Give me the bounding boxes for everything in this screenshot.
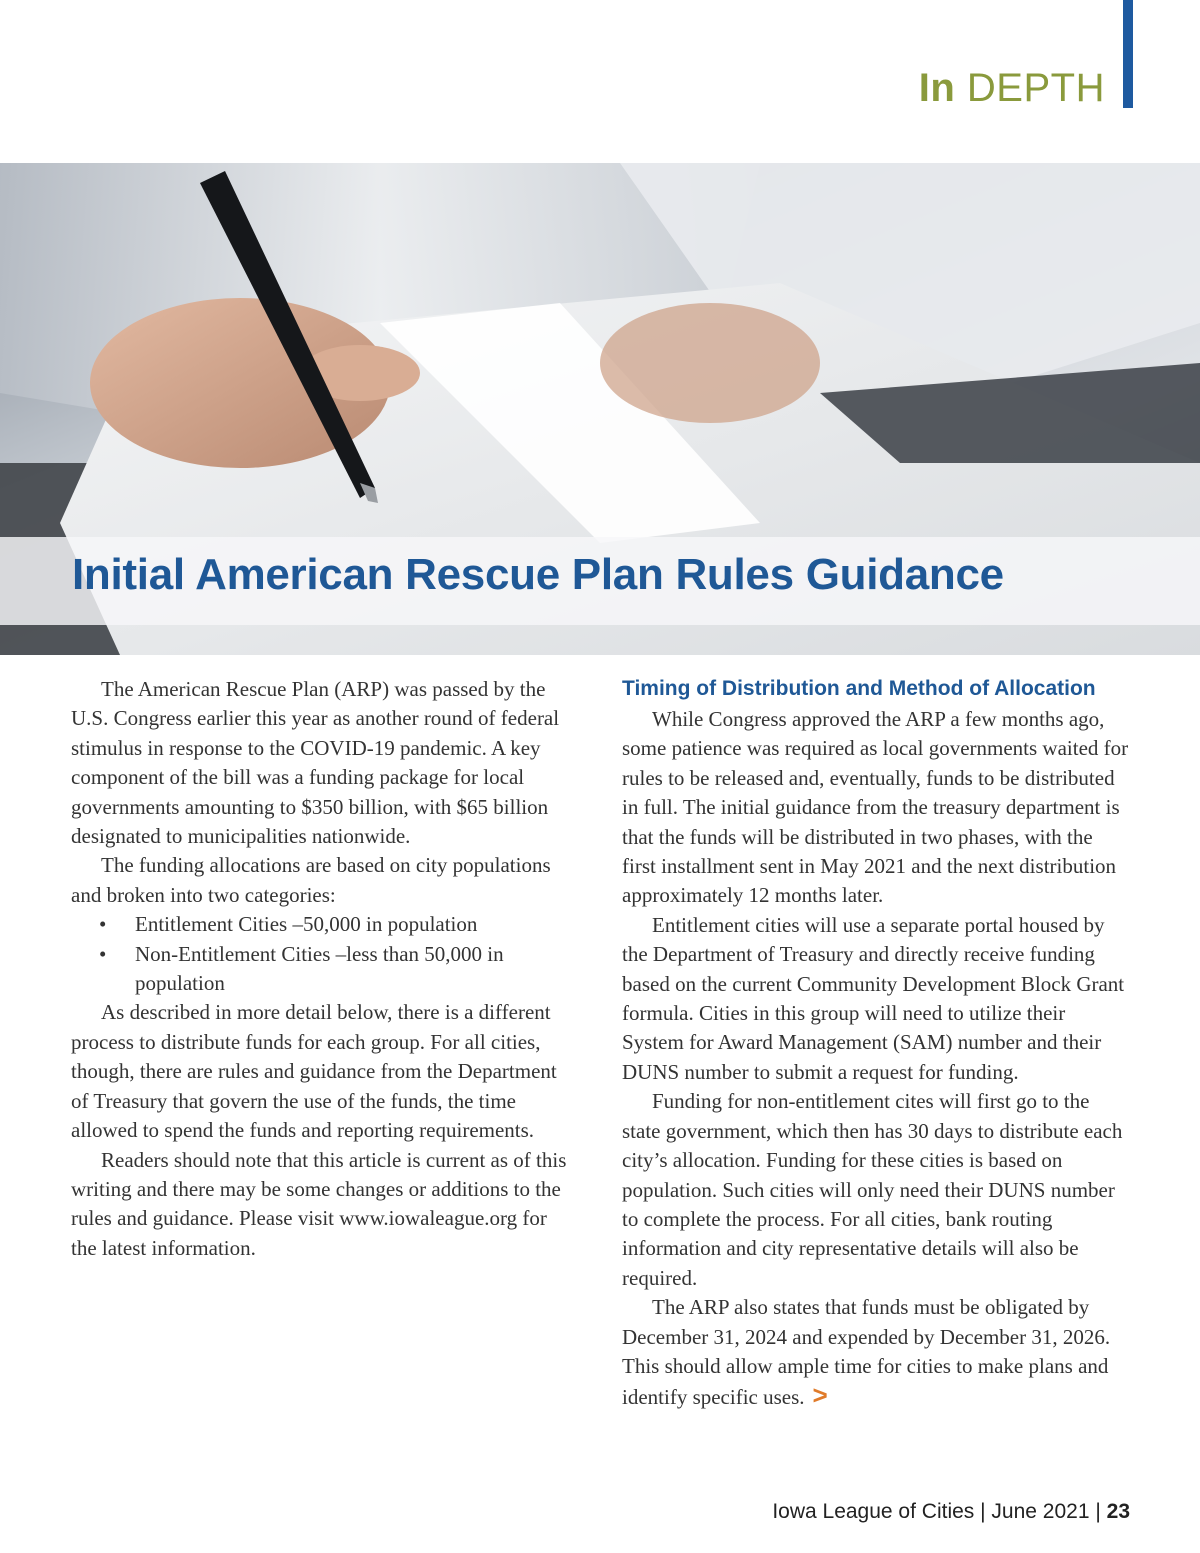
section-label-bold: In	[918, 66, 956, 110]
page-number: 23	[1106, 1500, 1130, 1523]
paragraph-last	[622, 1293, 1130, 1413]
right-column	[622, 675, 1130, 1413]
left-column	[71, 675, 576, 1263]
page-footer	[772, 1500, 1130, 1524]
footer-publication: Iowa League of Cities | June 2021 |	[772, 1500, 1101, 1523]
continue-arrow-icon: >	[812, 1380, 828, 1411]
list-item-text: Entitlement Cities –50,000 in population	[135, 912, 478, 937]
section-label	[919, 66, 1105, 111]
list-item	[71, 910, 576, 939]
paragraph: While Congress approved the ARP a few months ago, some patience was required as local governments waited for rules to be released and, eventually, funds to be distributed in full. The initial guidance from the treasury department is that the funds will be distributed in two phases, with the first installment sent in May 2021 and the next distribution approximately 12 months later.	[622, 707, 1129, 908]
article-title: Initial American Rescue Plan Rules Guidance	[72, 550, 1004, 599]
bullet-icon: •	[99, 912, 107, 937]
category-list	[71, 910, 576, 998]
paragraph: Entitlement cities will use a separate portal housed by the Department of Treasury and directly receive funding based on the current Community Development Block Grant formula. Cities in this group will need to utilize their System for Award Management (SAM) number and their DUNS number to submit a request for funding.	[622, 912, 1125, 1084]
paragraph-text: The ARP also states that funds must be obligated by December 31, 2024 and expended by December 31, 2026. This should allow ample time for cities to make plans and identify specific uses.	[622, 1295, 1111, 1410]
bullet-icon: •	[99, 941, 107, 966]
list-item	[71, 940, 576, 999]
paragraph: As described in more detail below, there is a different process to distribute funds for each group. For all cities, though, there are rules and guidance from the Department of Treasury that govern the use of the funds, the time allowed to spend the funds and reporting requirements.	[71, 1000, 557, 1143]
section-subhead: Timing of Distribution and Method of Allocation	[622, 677, 1096, 700]
header-accent-bar	[1123, 0, 1133, 108]
list-item-text: Non-Entitlement Cities –less than 50,000 in population	[135, 941, 504, 996]
paragraph: The American Rescue Plan (ARP) was passed by the U.S. Congress earlier this year as another round of federal stimulus in response to the COVID-19 pandemic. A key component of the bill was a funding package for local governments amounting to $350 billion, with $65 billion designated to municipalities nationwide.	[71, 677, 560, 849]
paragraph: Readers should note that this article is current as of this writing and there may be some changes or additions to the rules and guidance. Please visit www.iowaleague.org for the latest information.	[71, 1147, 567, 1260]
paragraph: The funding allocations are based on city populations and broken into two categories:	[71, 853, 551, 907]
paragraph: Funding for non-entitlement cites will first go to the state government, which then has 30 days to distribute each city’s allocation. Funding for these cities is based on population. Such cities will only need their DUNS number to complete the process. For all cities, bank routing information and city representative details will also be required.	[622, 1089, 1123, 1290]
section-label-rest: DEPTH	[966, 66, 1105, 110]
